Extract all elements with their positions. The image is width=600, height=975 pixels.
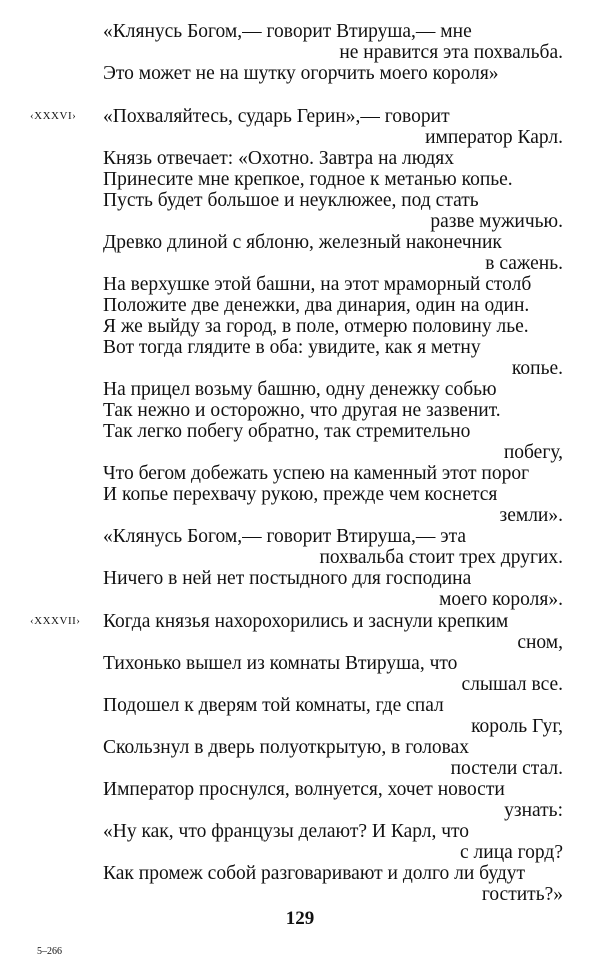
verse-line: Древко длиной с яблоню, железный наконечник bbox=[103, 232, 502, 253]
page-number: 129 bbox=[285, 908, 315, 929]
verse-line: Это может не на шутку огорчить моего короля» bbox=[103, 63, 499, 84]
verse-line: Ничего в ней нет постыдного для господина bbox=[103, 568, 472, 589]
verse-line-continuation: земли». bbox=[499, 505, 563, 526]
verse-line: «Ну как, что французы делают? И Карл, что bbox=[103, 821, 470, 842]
verse-line-continuation: не нравится эта похвальба. bbox=[339, 42, 563, 63]
verse-line-continuation: моего короля». bbox=[439, 589, 563, 610]
verse-line-continuation: в сажень. bbox=[485, 253, 563, 274]
verse-line: Так легко побегу обратно, так стремительно bbox=[103, 421, 471, 442]
verse-line: Скользнул в дверь полуоткрытую, в головах bbox=[103, 737, 470, 758]
verse-line: Я же выйду за город, в поле, отмерю половину лье. bbox=[103, 316, 529, 337]
verse-line-continuation: король Гуг, bbox=[471, 716, 563, 737]
stanza-marker: ‹XXXVI› bbox=[30, 110, 77, 122]
verse-line-continuation: похвальба стоит трех других. bbox=[319, 547, 563, 568]
verse-line: И копье перехвачу рукою, прежде чем коснется bbox=[103, 484, 498, 505]
verse-line: Пусть будет большое и неуклюжее, под стать bbox=[103, 190, 479, 211]
verse-line: «Клянусь Богом,— говорит Втируша,— мне bbox=[103, 21, 472, 42]
verse-line-continuation: император Карл. bbox=[425, 127, 563, 148]
verse-line: Вот тогда глядите в оба: увидите, как я метну bbox=[103, 337, 481, 358]
verse-line: На прицел возьму башню, одну денежку собью bbox=[103, 379, 497, 400]
stanza bbox=[0, 106, 600, 610]
verse-line: Князь отвечает: «Охотно. Завтра на людях bbox=[103, 148, 454, 169]
stanza-marker: ‹XXXVII› bbox=[30, 615, 81, 627]
verse-line-continuation: постели стал. bbox=[450, 758, 563, 779]
verse-line: Тихонько вышел из комнаты Втируша, что bbox=[103, 653, 458, 674]
verse-line-continuation: сном, bbox=[517, 632, 563, 653]
verse-line-continuation: побегу, bbox=[503, 442, 563, 463]
verse-line: Так нежно и осторожно, что другая не зазвенит. bbox=[103, 400, 501, 421]
verse-line: Император проснулся, волнуется, хочет новости bbox=[103, 779, 505, 800]
verse-line: Когда князья нахорохорились и заснули крепким bbox=[103, 611, 509, 632]
verse-line: Что бегом добежать успею на каменный этот порог bbox=[103, 463, 530, 484]
stanza bbox=[0, 611, 600, 905]
verse-line: Как промеж собой разговаривают и долго ли будут bbox=[103, 863, 526, 884]
verse-line: Принесите мне крепкое, годное к метанью копье. bbox=[103, 169, 513, 190]
verse-line-continuation: копье. bbox=[511, 358, 563, 379]
verse-line-continuation: гостить?» bbox=[481, 884, 563, 905]
verse-line-continuation: с лица горд? bbox=[460, 842, 563, 863]
verse-line-continuation: разве мужичью. bbox=[430, 211, 563, 232]
stanza bbox=[0, 21, 600, 84]
verse-line: Подошел к дверям той комнаты, где спал bbox=[103, 695, 444, 716]
verse-line: Положите две денежки, два динария, один на один. bbox=[103, 295, 530, 316]
verse-line-continuation: узнать: bbox=[504, 800, 563, 821]
verse-line: На верхушке этой башни, на этот мраморный столб bbox=[103, 274, 532, 295]
verse-line: «Клянусь Богом,— говорит Втируша,— эта bbox=[103, 526, 467, 547]
verse-line: «Похваляйтесь, сударь Герин»,— говорит bbox=[103, 106, 450, 127]
print-signature: 5–266 bbox=[37, 946, 62, 957]
verse-line-continuation: слышал все. bbox=[461, 674, 563, 695]
